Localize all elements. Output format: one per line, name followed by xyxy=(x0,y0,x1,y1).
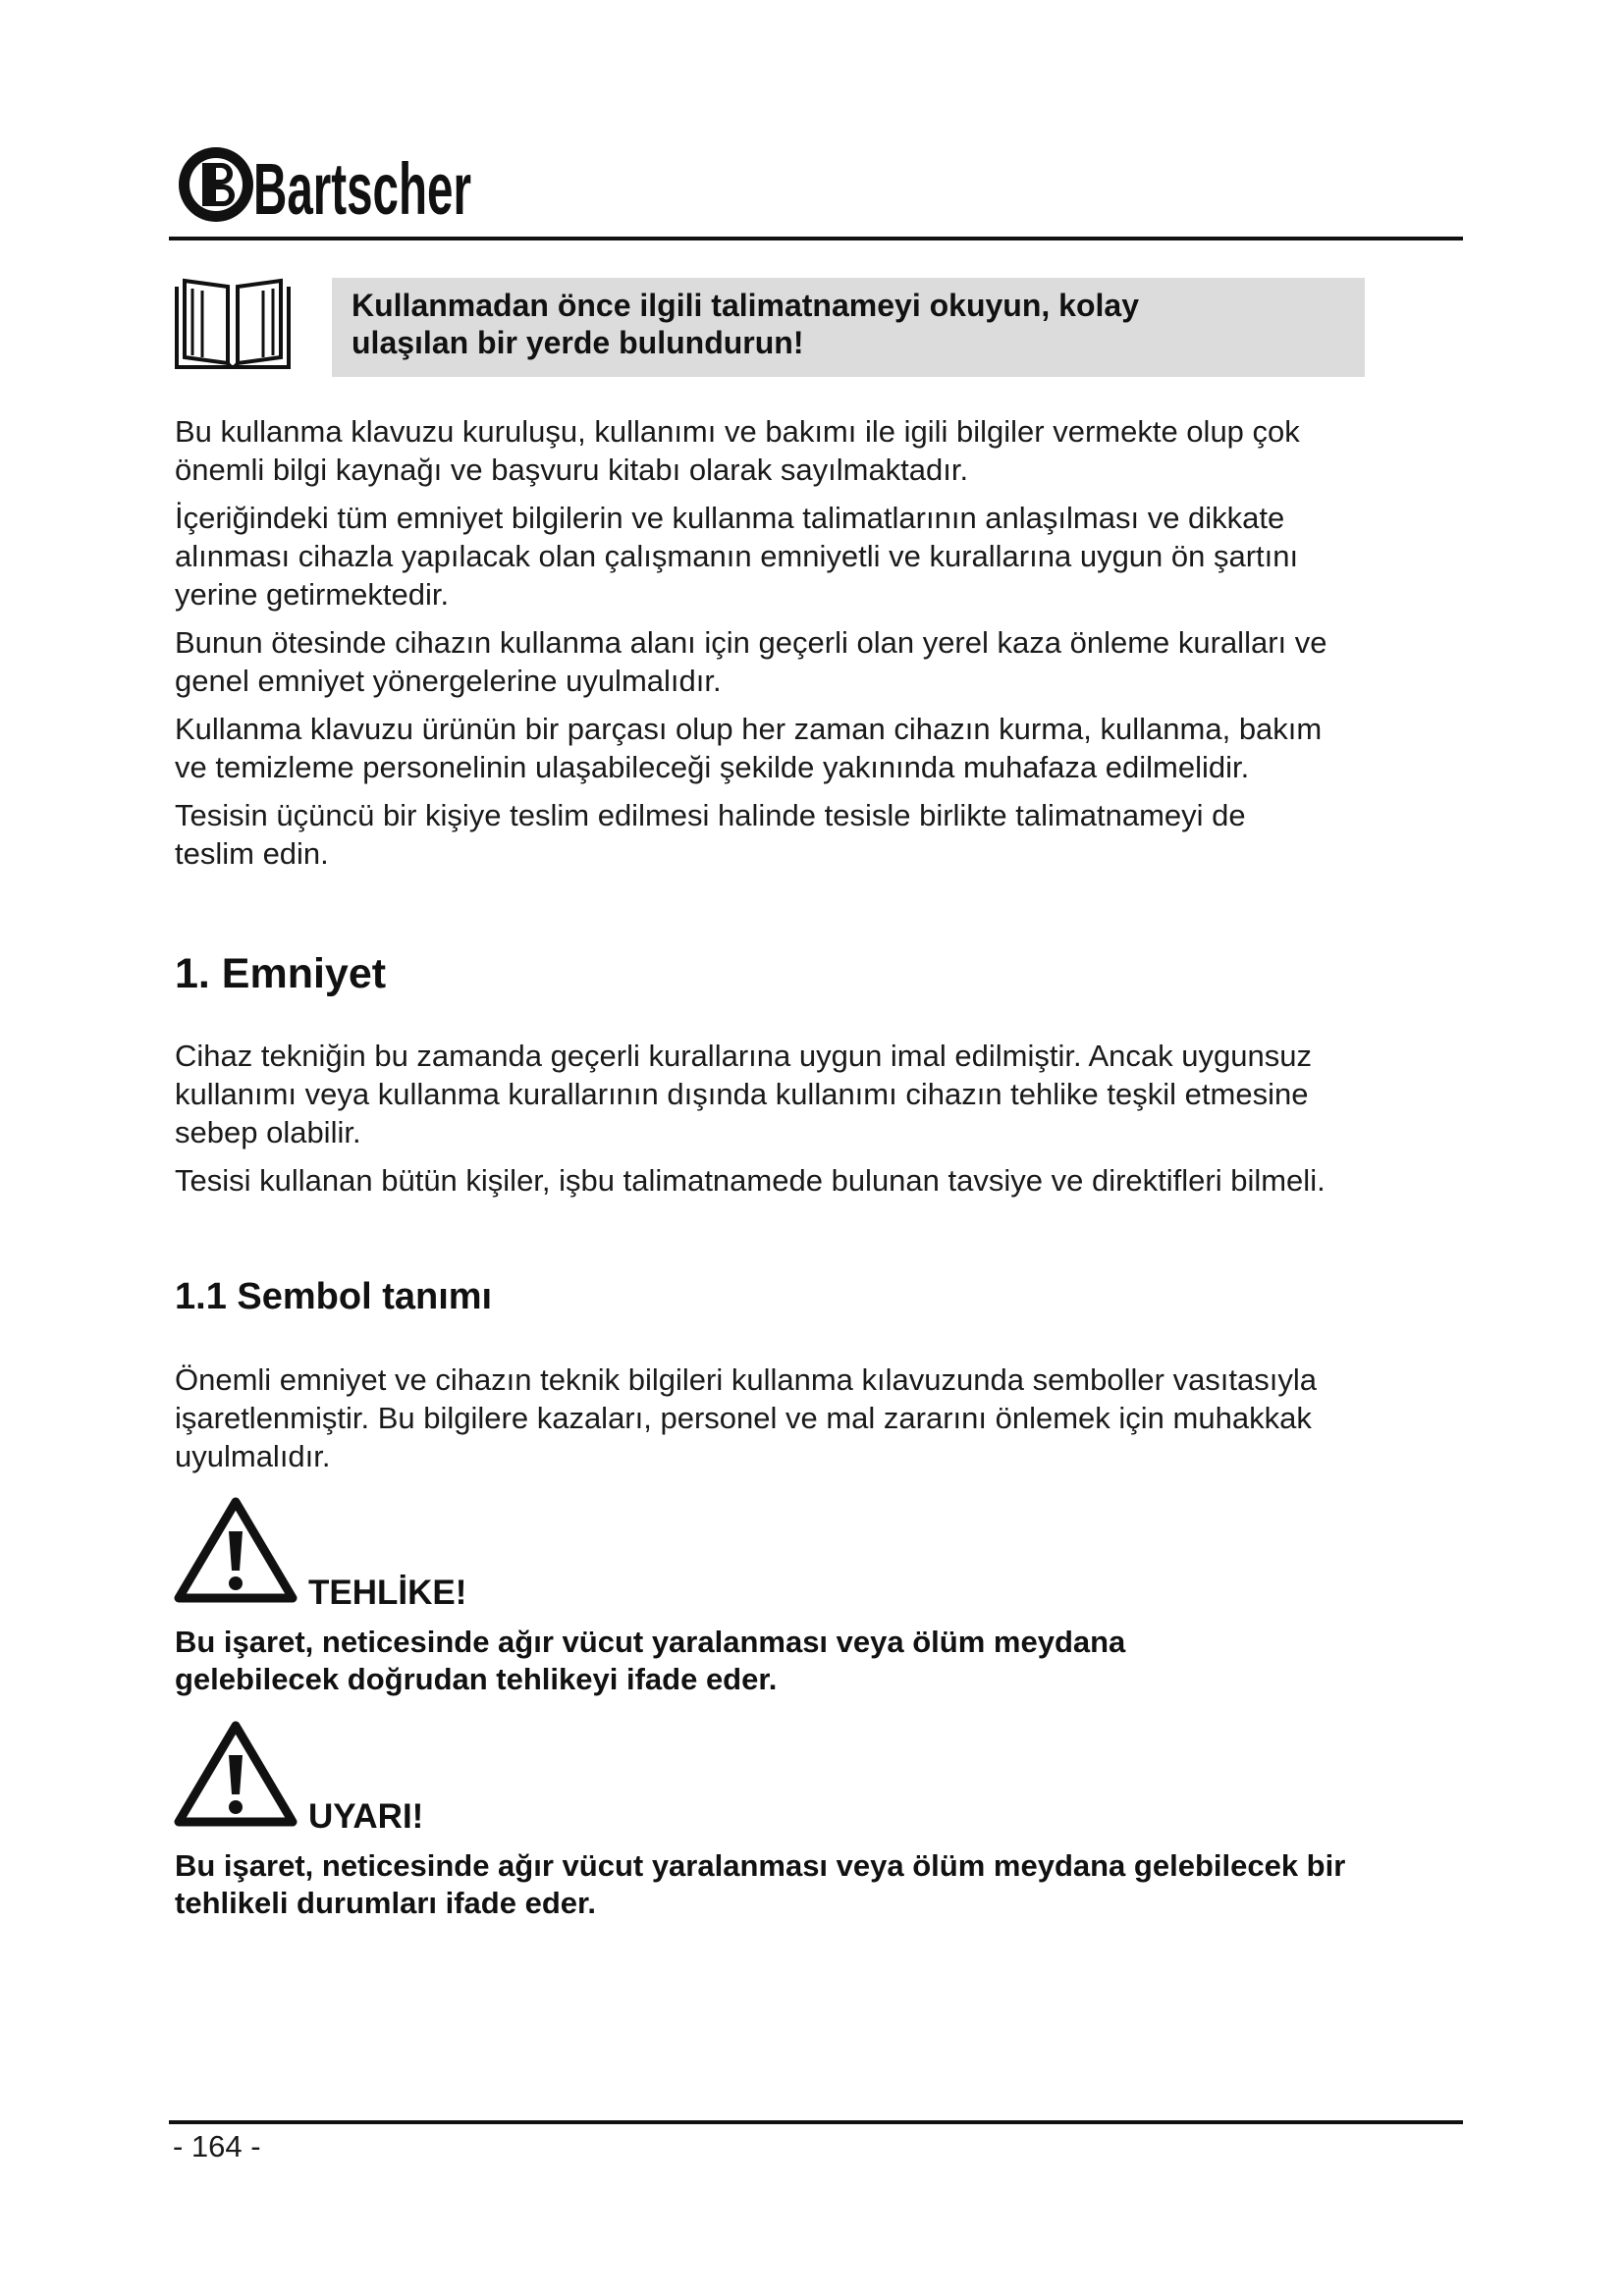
text-line: Bunun ötesinde cihazın kullanma alanı için geçerli olan yerel kaza önleme kuralları ve xyxy=(175,625,1327,660)
text-line: uyulmalıdır. xyxy=(175,1439,331,1473)
warning-triangle-icon xyxy=(173,1720,298,1830)
text-line: İçeriğindeki tüm emniyet bilgilerin ve kullanma talimatlarının anlaşılması ve dikkate xyxy=(175,501,1285,535)
text-line: Kullanma klavuzu ürünün bir parçası olup her zaman cihazın kurma, kullanma, bakım xyxy=(175,712,1323,746)
intro-paragraph xyxy=(175,796,1451,873)
text-line: yerine getirmektedir. xyxy=(175,577,450,612)
header-rule xyxy=(169,237,1463,240)
symbols-text xyxy=(175,1361,1451,1485)
text-line: alınması cihazla yapılacak olan çalışmanın emniyetli ve kurallarına uygun ön şartını xyxy=(175,539,1299,573)
notice-line: ulaşılan bir yerde bulundurun! xyxy=(352,325,804,360)
text-line: Bu işaret, neticesinde ağır vücut yaralanması veya ölüm meydana xyxy=(175,1625,1126,1659)
text-line: teslim edin. xyxy=(175,836,329,871)
text-line: genel emniyet yönergelerine uyulmalıdır. xyxy=(175,664,722,698)
intro-paragraph xyxy=(175,499,1451,614)
text-line: gelebilecek doğrudan tehlikeyi ifade eder. xyxy=(175,1662,778,1696)
text-line: kullanımı veya kullanma kurallarının dışında kullanımı cihazın tehlike teşkil etmesine xyxy=(175,1077,1309,1111)
text-line: Cihaz tekniğin bu zamanda geçerli kurallarına uygun imal edilmiştir. Ancak uygunsuz xyxy=(175,1039,1312,1073)
brand-logo-text: Bartscher xyxy=(253,148,471,230)
symbols-paragraph xyxy=(175,1361,1451,1475)
footer-rule xyxy=(169,2120,1463,2124)
text-line: sebep olabilir. xyxy=(175,1115,361,1149)
signal-description-warning xyxy=(175,1847,1471,1922)
intro-text xyxy=(175,412,1451,882)
book-icon xyxy=(173,273,293,375)
brand-logo xyxy=(175,137,479,232)
text-line: Bu işaret, neticesinde ağır vücut yaralanması veya ölüm meydana gelebilecek bir xyxy=(175,1848,1346,1883)
text-line: Bu kullanma klavuzu kuruluşu, kullanımı ve bakımı ile igili bilgiler vermekte olup çok xyxy=(175,414,1300,449)
signal-description-danger xyxy=(175,1624,1471,1698)
section-heading-sembol-tanimi: 1.1 Sembol tanımı xyxy=(175,1276,493,1317)
page-number: - 164 - xyxy=(173,2129,261,2163)
safety-text xyxy=(175,1037,1451,1209)
signal-word-danger: TEHLİKE! xyxy=(308,1574,467,1612)
warning-triangle-icon xyxy=(173,1496,298,1606)
read-manual-notice xyxy=(332,278,1365,377)
text-line: ve temizleme personelinin ulaşabileceği şekilde yakınında muhafaza edilmelidir. xyxy=(175,750,1250,784)
section-heading-emniyet: 1. Emniyet xyxy=(175,950,387,997)
text-line: işaretlenmiştir. Bu bilgilere kazaları, personel ve mal zararını önlemek için muhakkak xyxy=(175,1401,1312,1435)
safety-paragraph xyxy=(175,1037,1451,1151)
intro-paragraph xyxy=(175,412,1451,489)
safety-paragraph xyxy=(175,1161,1451,1200)
signal-word-warning: UYARI! xyxy=(308,1797,424,1836)
intro-paragraph xyxy=(175,710,1451,786)
intro-paragraph xyxy=(175,623,1451,700)
text-line: tehlikeli durumları ifade eder. xyxy=(175,1886,596,1920)
notice-line: Kullanmadan önce ilgili talimatnameyi okuyun, kolay xyxy=(352,288,1139,323)
text-line: Önemli emniyet ve cihazın teknik bilgileri kullanma kılavuzunda semboller vasıtasıyla xyxy=(175,1362,1318,1397)
text-line: Tesisi kullanan bütün kişiler, işbu talimatnamede bulunan tavsiye ve direktifleri bilmeli. xyxy=(175,1163,1326,1198)
text-line: Tesisin üçüncü bir kişiye teslim edilmesi halinde tesisle birlikte talimatnameyi de xyxy=(175,798,1246,832)
text-line: önemli bilgi kaynağı ve başvuru kitabı olarak sayılmaktadır. xyxy=(175,453,969,487)
